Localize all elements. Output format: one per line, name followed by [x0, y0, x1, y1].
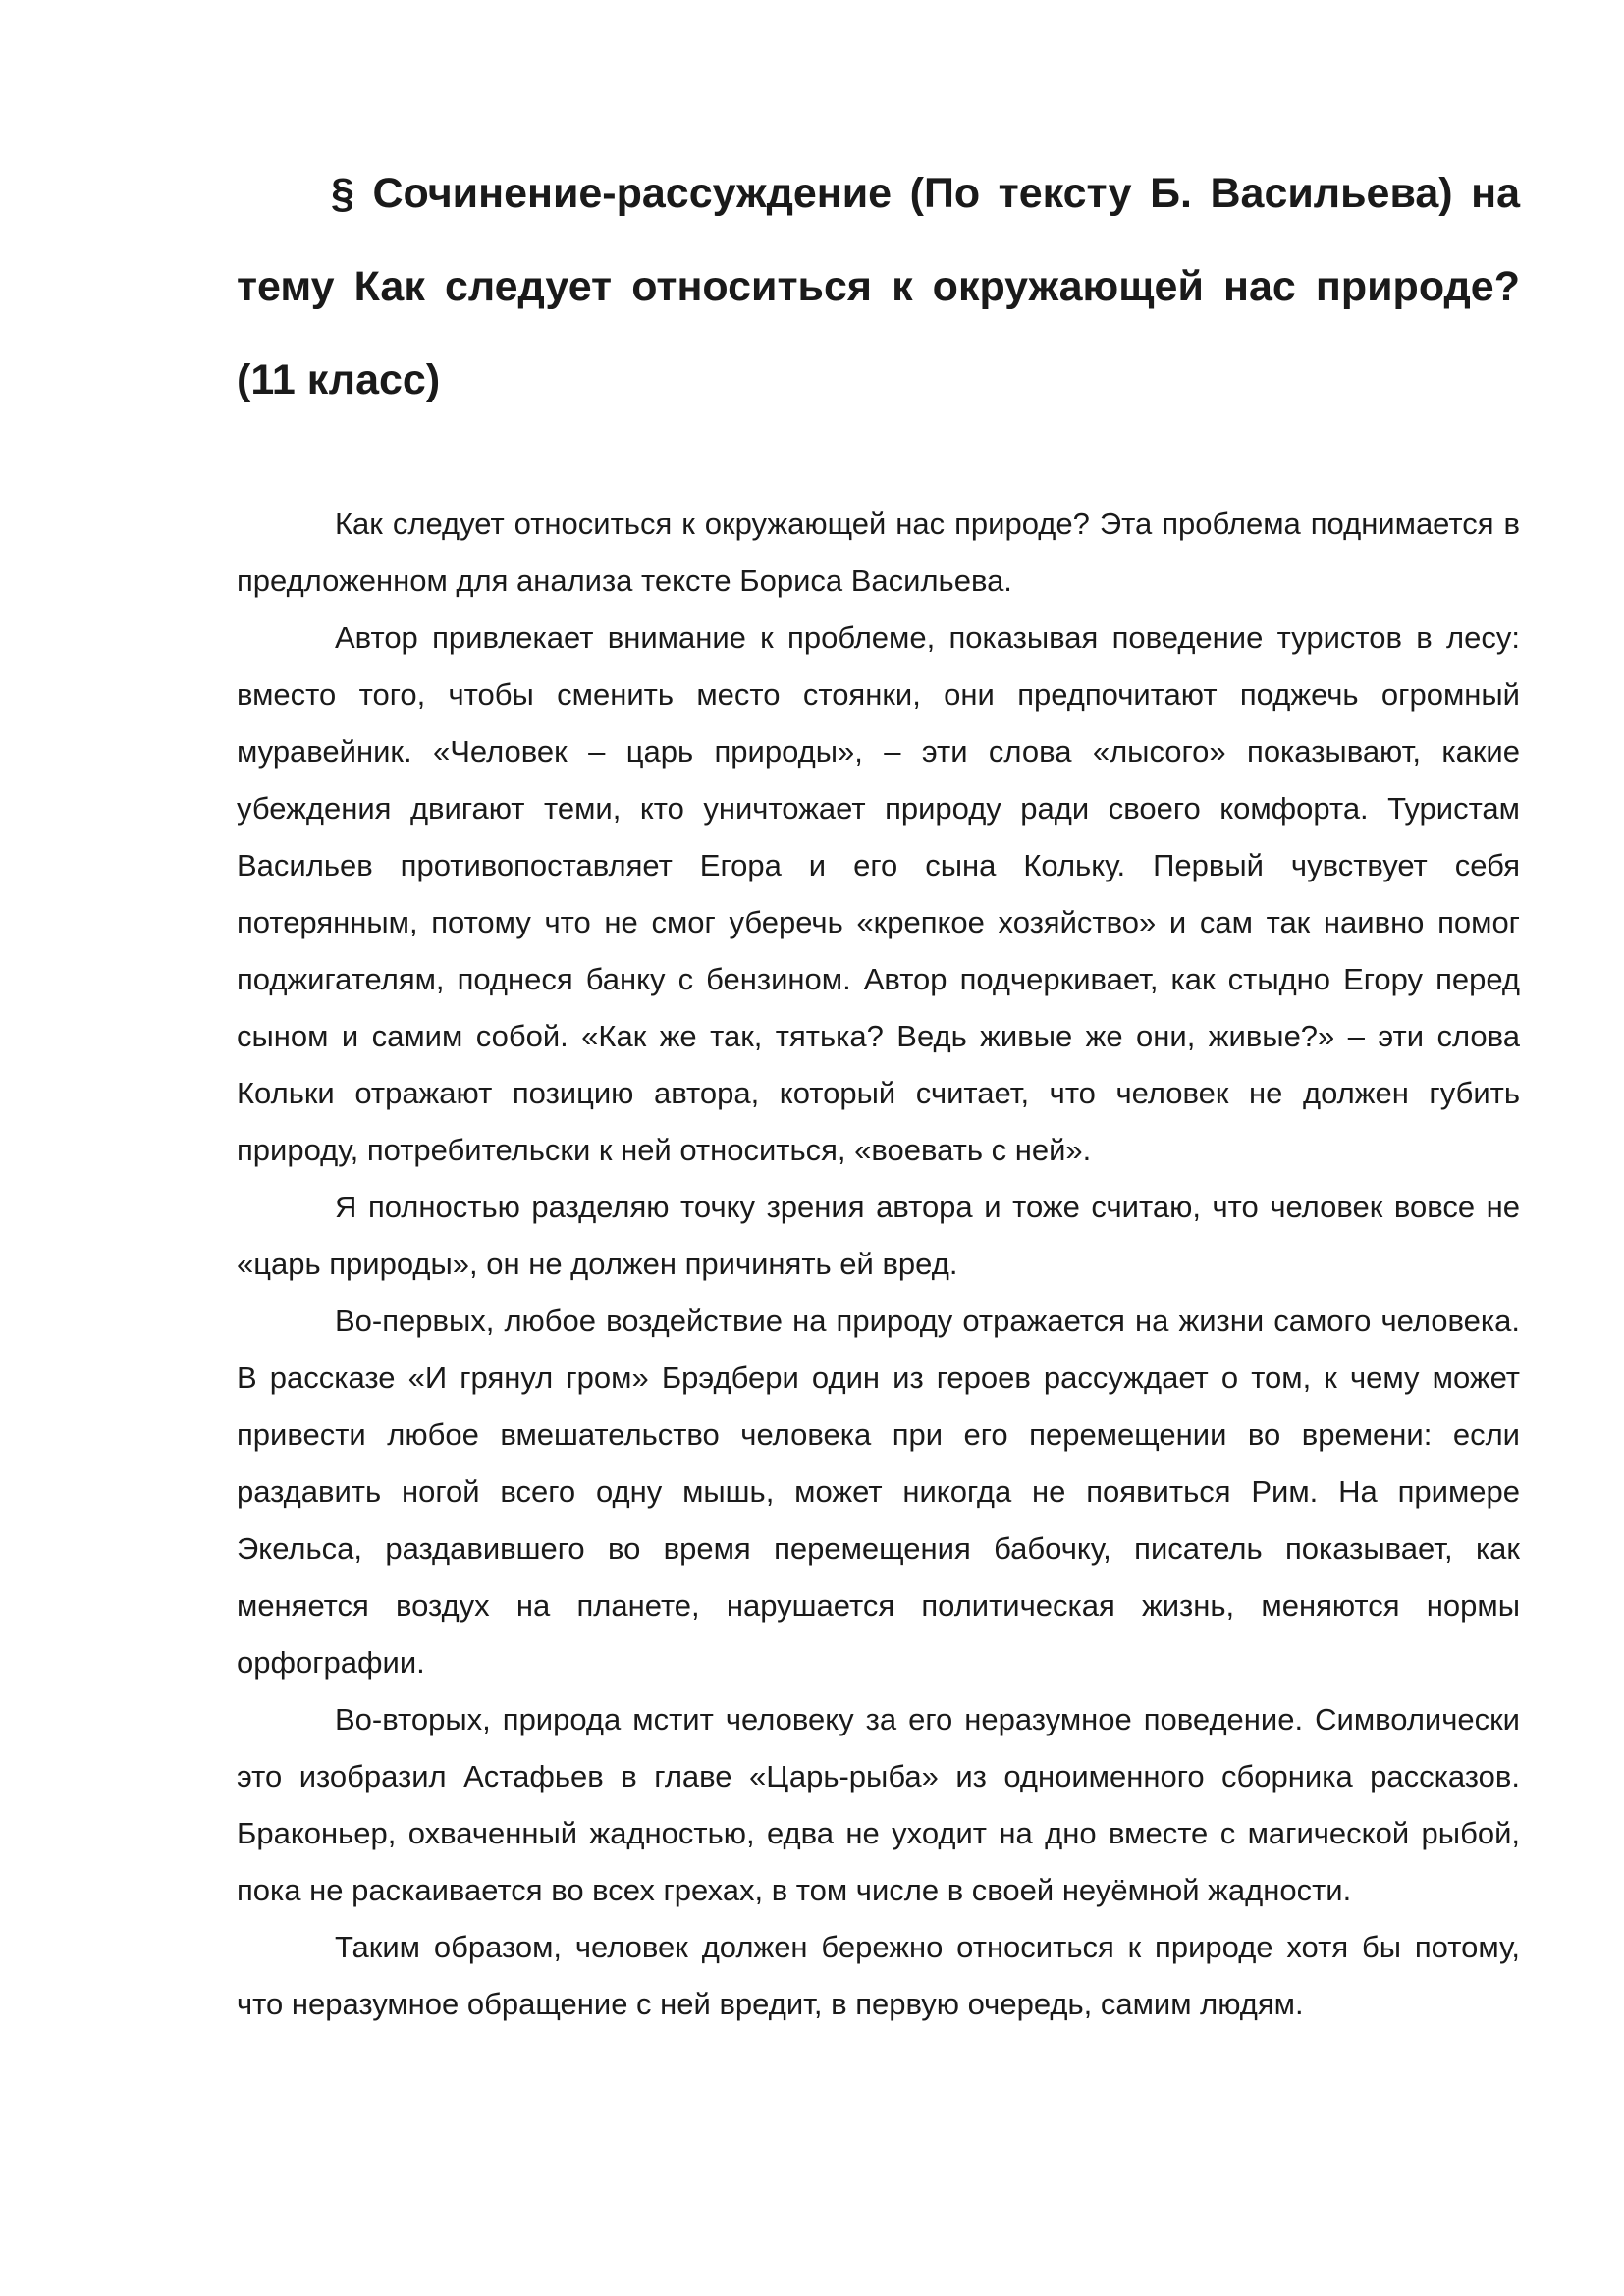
paragraph-6: Таким образом, человек должен бережно относиться к природе хотя бы потому, что неразумное обращение с ней вредит, в первую очередь, самим людям.: [237, 1930, 1520, 2021]
paragraph-5: Во-вторых, природа мстит человеку за его неразумное поведение. Символически это изобразил Астафьев в главе «Царь-рыба» из одноименного сборника рассказов. Браконьер, охваченный жадностью, едва не уходит на дно вместе с магической рыбой, пока не раскаивается во всех грехах, в том числе в своей неуёмной жадности.: [237, 1702, 1520, 1907]
document-body: [237, 496, 1520, 2033]
document-title: § Сочинение-рассуждение (По тексту Б. Васильева) на тему Как следует относиться к окружающей нас природе? (11 класс): [237, 170, 1520, 403]
paragraph-3: Я полностью разделяю точку зрения автора и тоже считаю, что человек вовсе не «царь природы», он не должен причинять ей вред.: [237, 1190, 1520, 1281]
paragraph-2: Автор привлекает внимание к проблеме, показывая поведение туристов в лесу: вместо того, чтобы сменить место стоянки, они предпочитают поджечь огромный муравейник. «Человек – царь природы», – эти слова «лысого» показывают, какие убеждения двигают теми, кто уничтожает природу ради своего комфорта. Туристам Васильев противопоставляет Егора и его сына Кольку. Первый чувствует себя потерянным, потому что не смог уберечь «крепкое хозяйство» и сам так наивно помог поджигателям, поднеся банку с бензином. Автор подчеркивает, как стыдно Егору перед сыном и самим собой. «Как же так, тятька? Ведь живые же они, живые?» – эти слова Кольки отражают позицию автора, который считает, что человек не должен губить природу, потребительски к ней относиться, «воевать с ней».: [237, 620, 1520, 1167]
paragraph-1: Как следует относиться к окружающей нас природе? Эта проблема поднимается в предложенном для анализа тексте Бориса Васильева.: [237, 507, 1520, 598]
paragraph-4: Во-первых, любое воздействие на природу отражается на жизни самого человека. В рассказе «И грянул гром» Брэдбери один из героев рассуждает о том, к чему может привести любое вмешательство человека при его перемещении во времени: если раздавить ногой всего одну мышь, может никогда не появиться Рим. На примере Экельса, раздавившего во время перемещения бабочку, писатель показывает, как меняется воздух на планете, нарушается политическая жизнь, меняются нормы орфографии.: [237, 1304, 1520, 1680]
